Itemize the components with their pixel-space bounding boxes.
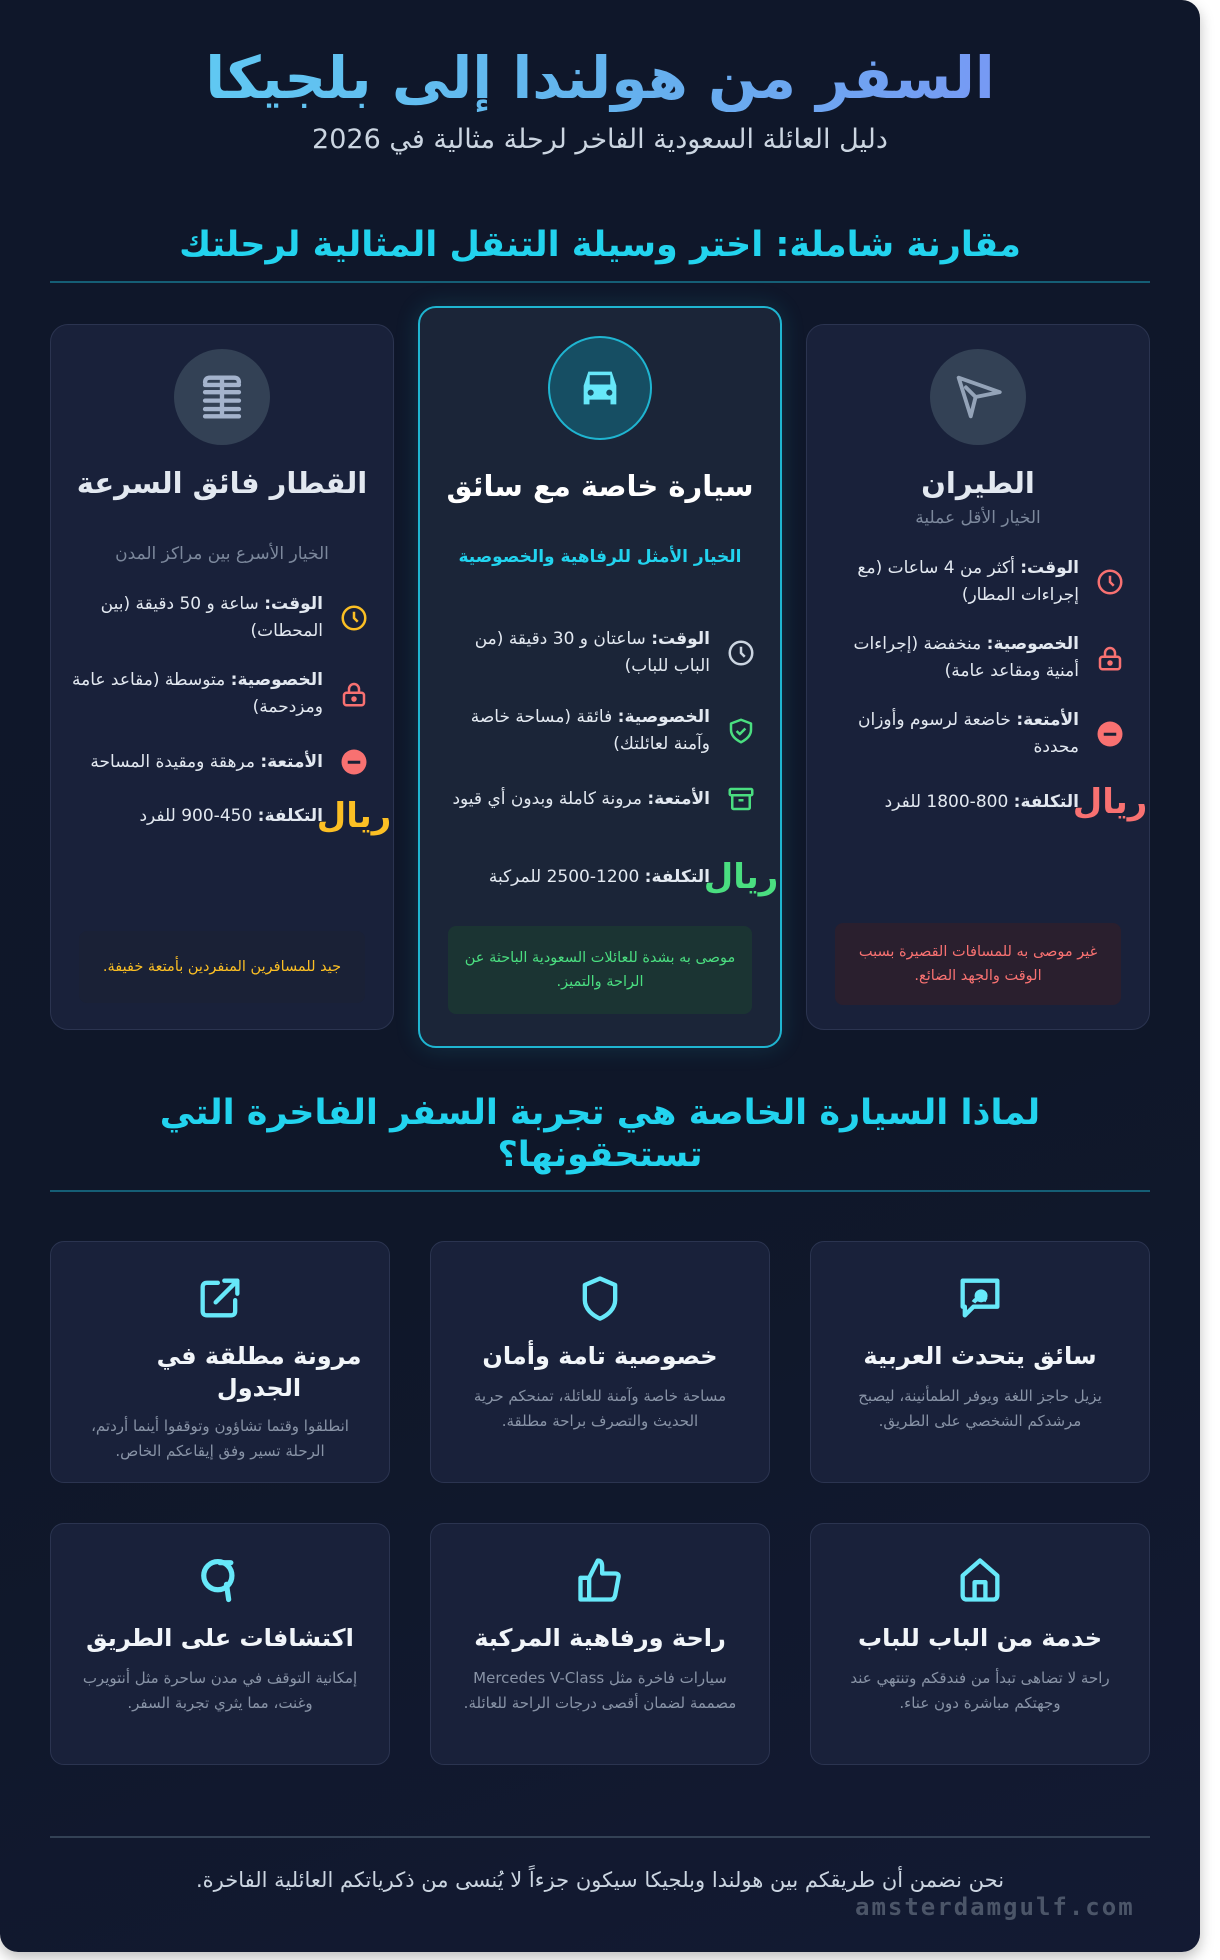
private-car-card <box>418 306 782 1048</box>
card-title: الطيران <box>921 466 1035 500</box>
feature-label: الخصوصية: <box>617 707 710 727</box>
benefit-card <box>50 1241 390 1483</box>
feature-value: ساعتان و 30 دقيقة (من الباب للباب) <box>474 629 710 676</box>
home-icon <box>954 1554 1006 1606</box>
riyal-icon: ريال <box>1072 782 1148 822</box>
feature-value: أكثر من 4 ساعات (مع إجراءات المطار) <box>857 558 1079 605</box>
feature-value: ساعة و 50 دقيقة (بين المحطات) <box>100 594 323 641</box>
feature-value: 1200-2500 للمركبة <box>488 866 645 887</box>
shield-icon <box>574 1272 626 1324</box>
feature-value: منخفضة (إجراءات أمنية ومقاعد عامة) <box>853 634 1079 681</box>
page-title: السفر من هولندا إلى بلجيكا <box>0 44 1200 112</box>
chat-bubble-icon <box>954 1272 1006 1324</box>
clock-icon <box>1093 565 1127 599</box>
external-link-icon <box>194 1272 246 1324</box>
feature-luggage <box>436 782 758 816</box>
benefit-title: راحة ورفاهية المركبة <box>474 1624 726 1652</box>
feature-privacy <box>67 667 371 721</box>
minus-circle-icon <box>337 745 371 779</box>
card-subtitle: الخيار الأسرع بين مراكز المدن <box>115 544 329 564</box>
benefit-card <box>50 1523 390 1765</box>
recommendation-note: موصى به بشدة للعائلات السعودية الباحثة عن الراحة والتميز. <box>448 926 752 1014</box>
recommendation-note: غير موصى به للمسافات القصيرة بسبب الوقت والجهد الضائع. <box>835 923 1121 1005</box>
paper-plane-icon <box>930 349 1026 445</box>
car-icon <box>548 336 652 440</box>
benefit-title: خدمة من الباب للباب <box>858 1624 1102 1652</box>
thumbs-up-icon <box>574 1554 626 1606</box>
feature-label: التكلفة: <box>644 866 710 887</box>
benefit-title: اكتشافات على الطريق <box>86 1624 354 1652</box>
clock-icon <box>337 601 371 635</box>
feature-privacy <box>436 704 758 758</box>
feature-luggage <box>823 707 1127 761</box>
benefit-card <box>430 1523 770 1765</box>
benefit-title: سائق يتحدث العربية <box>863 1342 1097 1370</box>
feature-value: مرهقة ومقيدة المساحة <box>90 751 261 772</box>
feature-value: 450-900 للفرد <box>139 805 258 826</box>
feature-label: الوقت: <box>1020 558 1079 578</box>
feature-label: الوقت: <box>651 629 710 649</box>
feature-cost <box>436 857 779 897</box>
card-subtitle: الخيار الأمثل للرفاهية والخصوصية <box>458 547 742 567</box>
feature-value: خاضعة لرسوم وأوزان محددة <box>858 710 1079 757</box>
feature-cost <box>823 782 1148 822</box>
feature-time <box>823 555 1127 609</box>
feature-label: الأمتعة: <box>260 751 323 772</box>
flight-card <box>806 324 1150 1030</box>
benefit-card <box>430 1241 770 1483</box>
feature-label: الأمتعة: <box>647 788 710 809</box>
feature-label: الوقت: <box>264 594 323 614</box>
feature-value: متوسطة (مقاعد عامة ومزدحمة) <box>71 670 323 717</box>
watermark: amsterdamgulf.com <box>855 1893 1135 1921</box>
lock-icon <box>337 677 371 711</box>
benefit-description: مساحة خاصة وآمنة للعائلة، تمنحكم حرية الحديث والتصرف براحة مطلقة. <box>473 1387 727 1430</box>
benefit-title: خصوصية تامة وأمان <box>482 1342 718 1370</box>
riyal-icon: ريال <box>703 857 779 897</box>
clock-icon <box>724 636 758 670</box>
benefit-description: سيارات فاخرة مثل Mercedes V-Class مصممة لضمان أقصى درجات الراحة للعائلة. <box>463 1669 737 1712</box>
feature-label: التكلفة: <box>257 805 323 826</box>
benefit-title: مرونة مطلقة في الجدول <box>156 1342 362 1402</box>
feature-privacy <box>823 631 1127 685</box>
comparison-heading: مقارنة شاملة: اختر وسيلة التنقل المثالية لرحلتك <box>179 225 1021 265</box>
footer-divider <box>50 1836 1150 1838</box>
feature-time <box>67 591 371 645</box>
feature-label: الأمتعة: <box>1016 710 1079 730</box>
benefit-description: يزيل حاجز اللغة ويوفر الطمأنينة، ليصبح مرشدكم الشخصي على الطريق. <box>858 1387 1102 1430</box>
feature-time <box>436 626 758 680</box>
section-divider <box>50 1190 1150 1192</box>
footer-text: نحن نضمن أن طريقكم بين هولندا وبلجيكا سيكون جزءاً لا يُنسى من ذكرياتكم العائلية الفاخرة. <box>195 1868 1005 1892</box>
feature-label: الخصوصية: <box>230 670 323 690</box>
benefit-card <box>810 1241 1150 1483</box>
benefits-heading: لماذا السيارة الخاصة هي تجربة السفر الفاخرة التي تستحقونها؟ <box>159 1093 1041 1175</box>
card-title: سيارة خاصة مع سائق <box>446 469 754 503</box>
feature-label: التكلفة: <box>1013 791 1079 812</box>
section-divider <box>50 281 1150 283</box>
riyal-icon: ريال <box>316 796 392 836</box>
feature-cost <box>67 796 392 836</box>
benefit-description: إمكانية التوقف في مدن ساحرة مثل أنتويرب وغنت، مما يثري تجربة السفر. <box>82 1669 358 1712</box>
benefit-card <box>810 1523 1150 1765</box>
feature-value: 800-1800 للفرد <box>884 791 1014 812</box>
recommendation-note: جيد للمسافرين المنفردين بأمتعة خفيفة. <box>79 931 365 1003</box>
feature-label: الخصوصية: <box>986 634 1079 654</box>
page-subtitle: دليل العائلة السعودية الفاخر لرحلة مثالية في 2026 <box>312 124 888 155</box>
lock-icon <box>1093 641 1127 675</box>
benefit-description: راحة لا تضاهى تبدأ من فندقكم وتنتهي عند وجهتكم مباشرة دون عناء. <box>850 1669 1110 1712</box>
card-title: القطار فائق السرعة <box>76 466 368 500</box>
feature-value: فائقة (مساحة خاصة وآمنة لعائلتك) <box>470 707 710 754</box>
shield-check-icon <box>724 714 758 748</box>
train-card <box>50 324 394 1030</box>
train-icon <box>174 349 270 445</box>
search-icon <box>194 1554 246 1606</box>
card-subtitle: الخيار الأقل عملية <box>915 508 1041 528</box>
benefit-description: انطلقوا وقتما تشاؤون وتوقفوا أينما أردتم، الرحلة تسير وفق إيقاعكم الخاص. <box>91 1417 349 1460</box>
feature-luggage <box>67 745 371 779</box>
archive-box-icon <box>724 782 758 816</box>
minus-circle-icon <box>1093 717 1127 751</box>
feature-value: مرونة كاملة وبدون أي قيود <box>452 788 648 809</box>
